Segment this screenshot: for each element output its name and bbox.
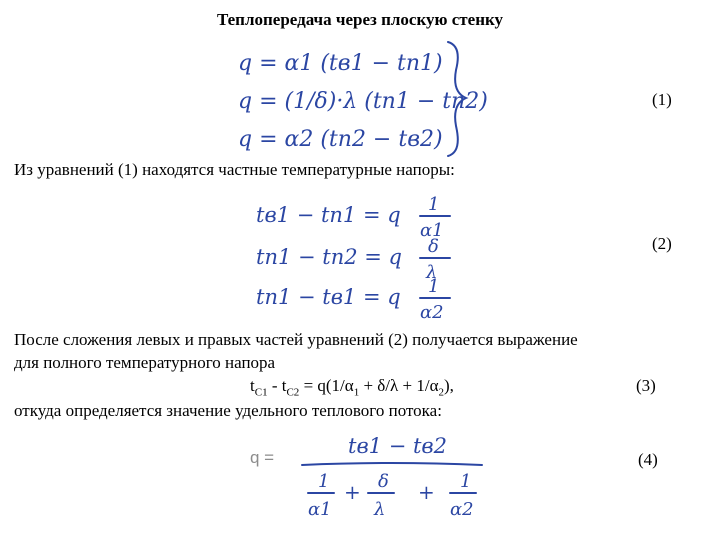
paragraph-1: Из уравнений (1) находятся частные температурные напоры: (14, 160, 455, 179)
denominator-2-num: δ (378, 471, 389, 492)
denominator-3-num: 1 (460, 471, 472, 492)
equation-2a-den: α1 (420, 220, 444, 241)
equation-2b-num: δ (428, 236, 439, 257)
paragraph-2-line-2: для полного температурного напора (14, 353, 276, 372)
plus-1: + (344, 480, 361, 504)
equation-number-2: (2) (652, 234, 672, 253)
equation-2a-left: tв1 − tп1 = q (256, 203, 401, 227)
equation-1c: q = α2 (tп2 − tв2) (238, 127, 443, 152)
paragraph-2-line-1: После сложения левых и правых частей уравнений (2) получается выражение (14, 330, 578, 349)
equation-1a: q = α1 (tв1 − tп1) (238, 51, 443, 76)
equation-1b: q = (1/δ)·λ (tп1 − tп2) (238, 89, 488, 114)
page-title: Теплопередача через плоскую стенку (216, 10, 504, 29)
denominator-3-den: α2 (450, 499, 474, 520)
equation-3: $t_{C1} - t_{C2} = q(1/\alpha_1 + \delta/\lambda + 1/\alpha_2)$, (250, 376, 454, 399)
equation-2b-den: λ (426, 262, 438, 283)
plus-2: + (418, 480, 435, 504)
denominator-1-den: α1 (308, 499, 332, 520)
equation-2a-num: 1 (428, 194, 440, 215)
paragraph-3: откуда определяется значение удельного теплового потока: (14, 401, 442, 420)
equation-4-lhs: q = (250, 448, 275, 467)
equation-2c-left: tп1 − tв1 = q (256, 285, 401, 309)
denominator-1-num: 1 (318, 471, 330, 492)
equation-2b-left: tп1 − tп2 = q (256, 245, 402, 269)
denominator-2-den: λ (374, 499, 386, 520)
equation-2c-den: α2 (420, 302, 444, 323)
main-fraction-bar (302, 463, 482, 465)
equation-number-3: (3) (636, 376, 656, 395)
equation-2c-num: 1 (428, 276, 440, 297)
equation-number-4: (4) (638, 450, 658, 469)
equation-system-2 (250, 190, 490, 323)
equation-number-1: (1) (652, 90, 672, 109)
equation-system-1 (230, 40, 488, 160)
equation-4-fraction (300, 425, 490, 525)
equation-4-numerator: tв1 − tв2 (348, 434, 447, 458)
